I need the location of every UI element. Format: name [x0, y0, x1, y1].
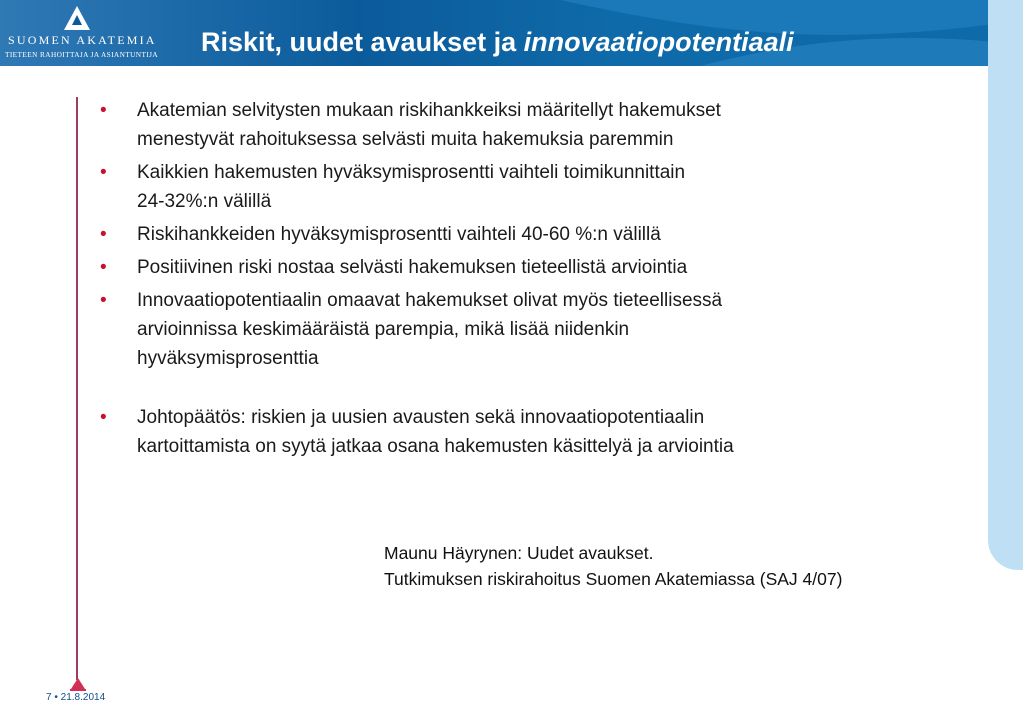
- slide-title: [201, 26, 794, 58]
- reference-line-1: Maunu Häyrynen: Uudet avaukset.: [384, 543, 654, 563]
- logo: [0, 0, 180, 66]
- bullet-line: Johtopäätös: riskien ja uusien avausten sekä innovaatiopotentiaalin: [137, 407, 705, 428]
- bullet-line: Kaikkien hakemusten hyväksymisprosentti vaihteli toimikunnittain: [137, 162, 686, 183]
- bullet-line: 24-32%:n välillä: [137, 191, 272, 212]
- bullet-item: [100, 253, 890, 282]
- reference-note: [384, 540, 984, 592]
- bullet-line: arvioinnissa keskimääräistä parempia, mikä lisää niidenkin: [137, 319, 630, 340]
- bullet-line: hyväksymisprosenttia: [137, 348, 319, 369]
- bullet-icon: •: [100, 407, 107, 428]
- title-main: Riskit, uudet avaukset ja: [201, 27, 524, 57]
- bullet-item: [100, 158, 890, 216]
- bullet-icon: •: [100, 290, 107, 311]
- page-number: 7: [46, 692, 52, 703]
- bullet-line: Riskihankkeiden hyväksymisprosentti vaihteli 40-60 %:n välillä: [137, 224, 661, 245]
- bullet-icon: •: [100, 100, 107, 121]
- bullet-icon: •: [100, 224, 107, 245]
- marker-base: [70, 689, 86, 691]
- footer-date: 21.8.2014: [60, 692, 106, 703]
- slide-header: [0, 0, 1023, 66]
- reference-line-2: Tutkimuksen riskirahoitus Suomen Akatemiassa (SAJ 4/07): [384, 569, 843, 589]
- vertical-accent-line: [76, 97, 78, 680]
- bullet-item: [100, 403, 890, 461]
- bullet-icon: •: [100, 257, 107, 278]
- bullet-line: menestyvät rahoituksessa selvästi muita hakemuksia paremmin: [137, 129, 674, 150]
- triangle-marker-icon: [71, 678, 85, 689]
- logo-tagline: TIETEEN RAHOITTAJA JA ASIANTUNTIJA: [5, 50, 159, 59]
- bullet-line: Akatemian selvitysten mukaan riskihankkeiksi määritellyt hakemukset: [137, 100, 721, 121]
- footer-separator: •: [54, 692, 58, 703]
- bullet-line: Innovaatiopotentiaalin omaavat hakemukset olivat myös tieteellisessä: [137, 290, 723, 311]
- bullet-item: [100, 220, 890, 249]
- bullet-icon: •: [100, 162, 107, 183]
- bullet-item: [100, 286, 890, 373]
- right-decorative-bar: [988, 0, 1023, 570]
- bullet-item: [100, 96, 890, 154]
- bullet-line: Positiivinen riski nostaa selvästi hakemuksen tieteellistä arviointia: [137, 257, 688, 278]
- slide-footer: [46, 692, 105, 703]
- bullet-list: [100, 96, 890, 465]
- bullet-line: kartoittamista on syytä jatkaa osana hakemusten käsittelyä ja arviointia: [137, 436, 734, 457]
- logo-name: SUOMEN AKATEMIA: [8, 33, 157, 47]
- triangle-logo-icon: [64, 6, 90, 30]
- title-italic: innovaatiopotentiaali: [523, 27, 794, 57]
